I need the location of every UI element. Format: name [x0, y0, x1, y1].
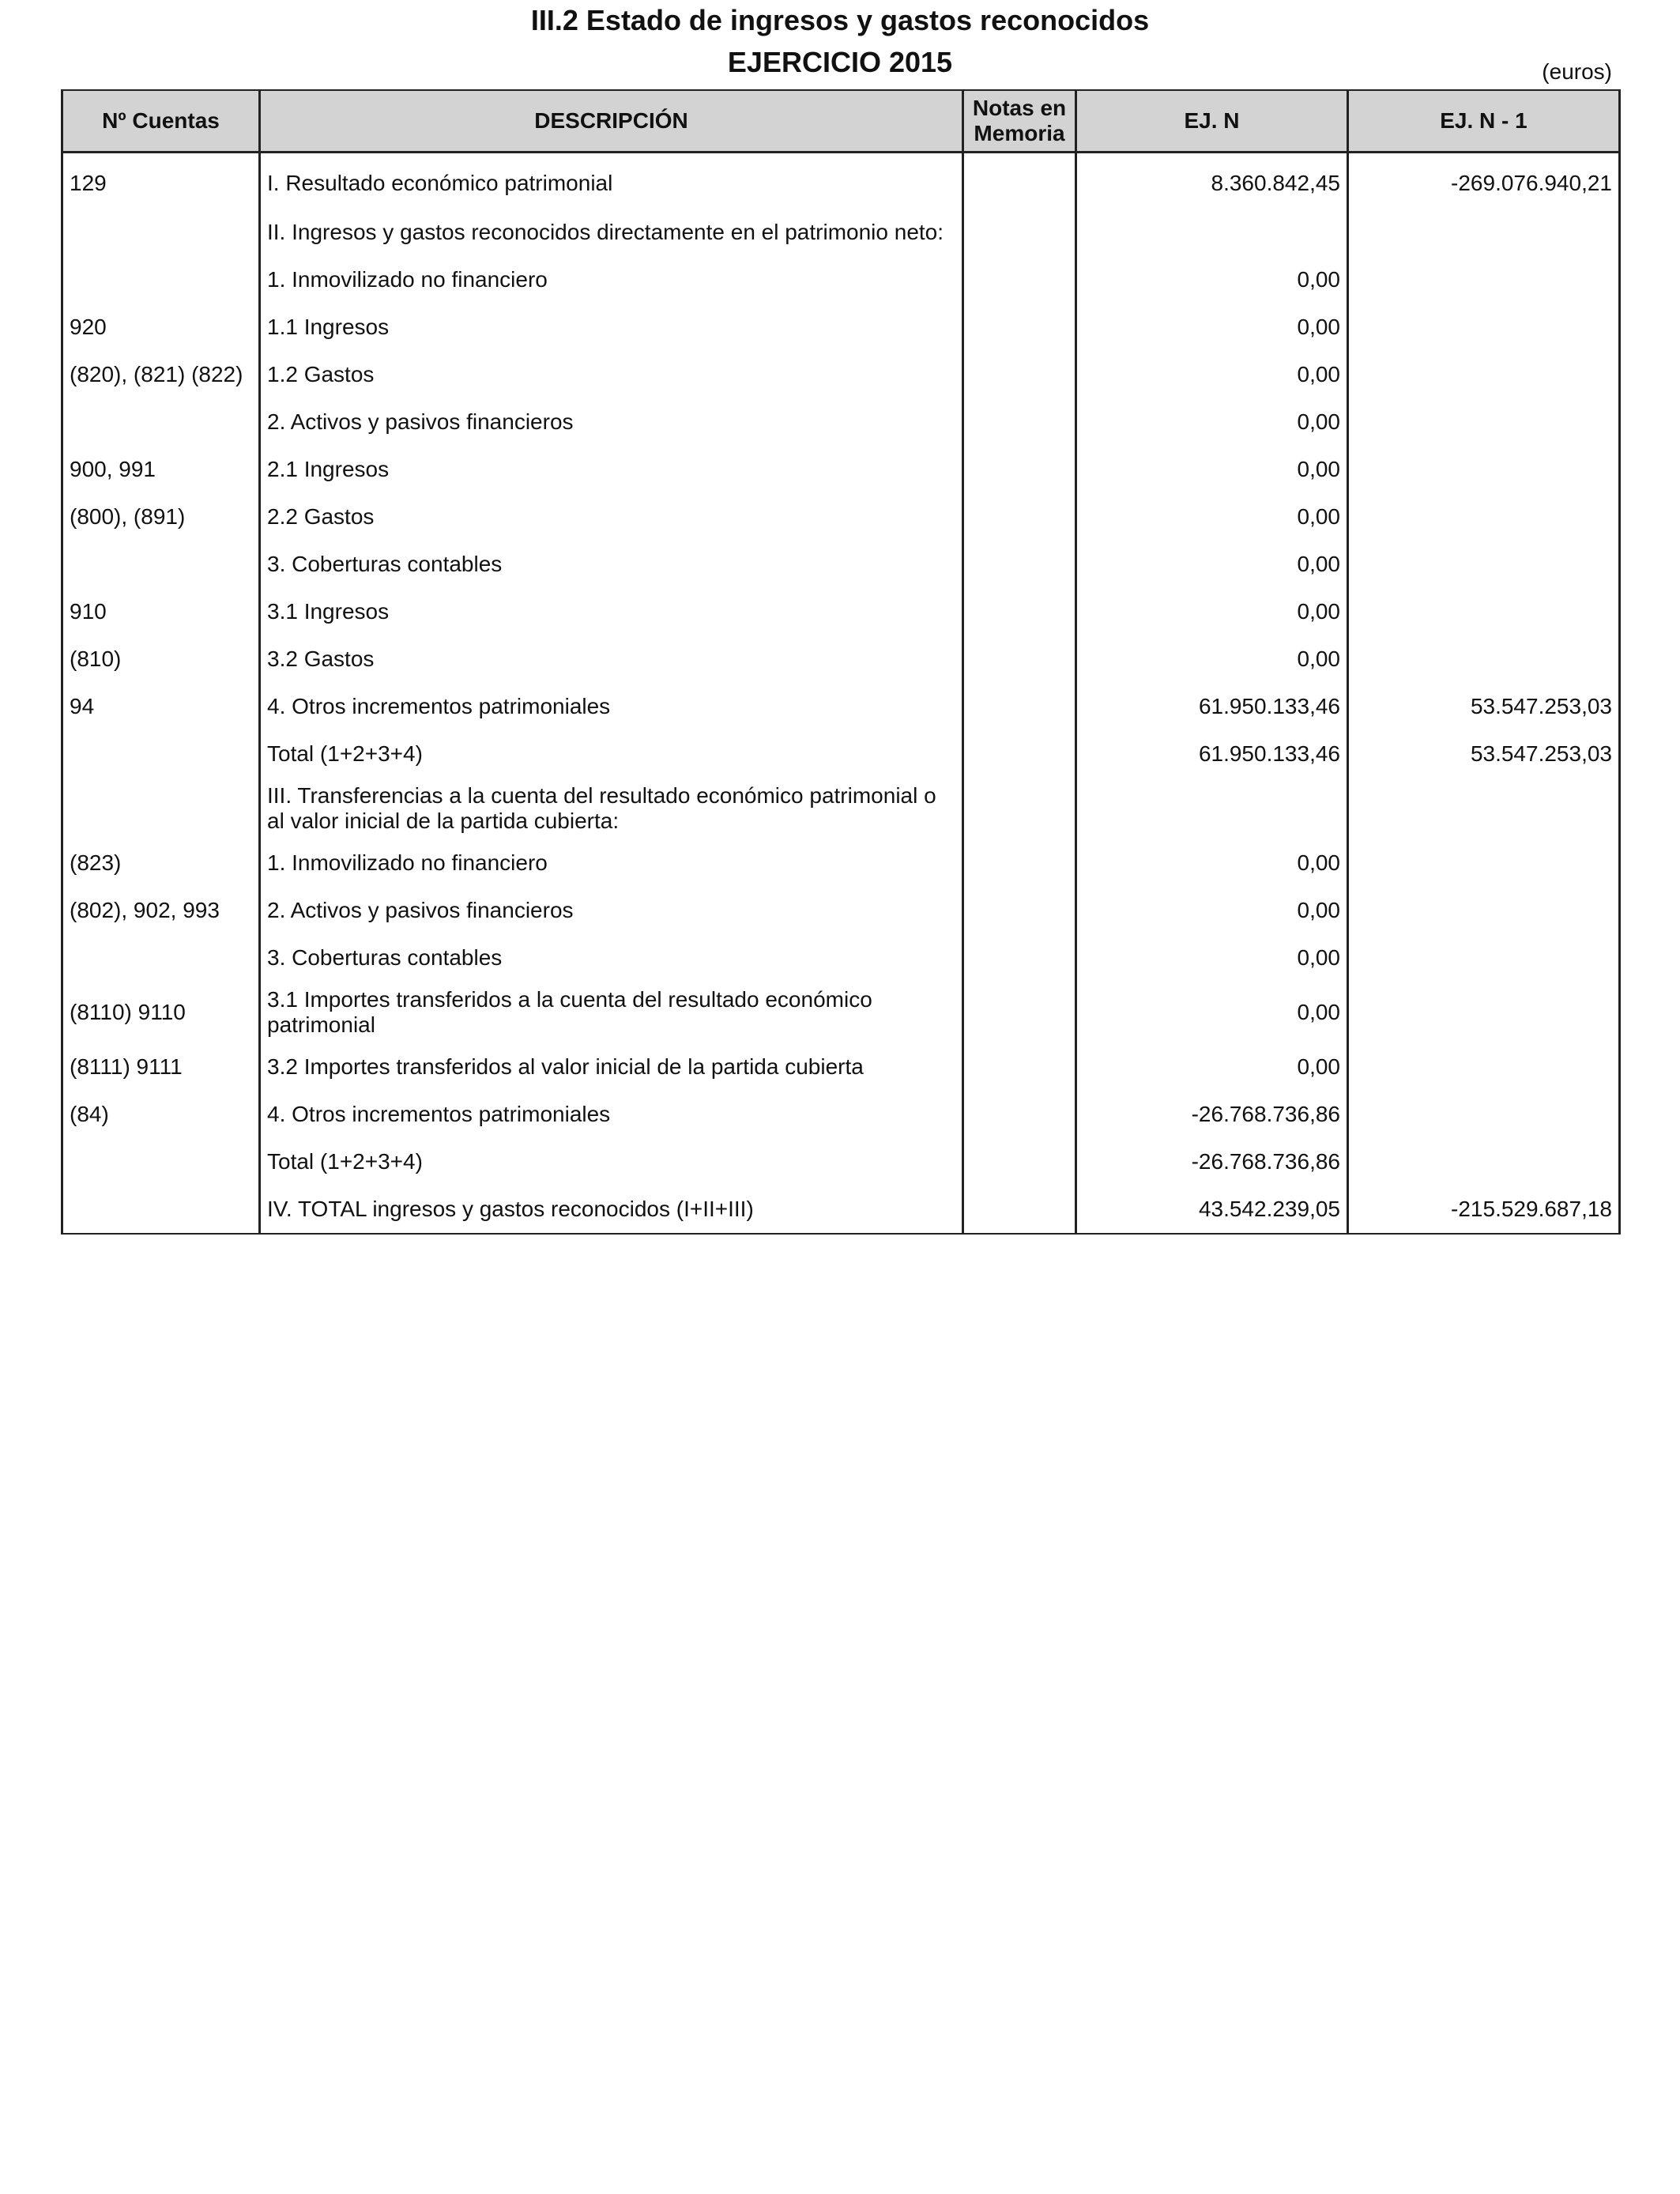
cell-ej-n-1	[1348, 541, 1620, 588]
cell-ej-n: 0,00	[1076, 303, 1348, 351]
cell-cuentas: 910	[62, 588, 260, 635]
cell-cuentas: (802), 902, 993	[62, 887, 260, 934]
cell-notas	[963, 256, 1076, 303]
cell-cuentas	[62, 730, 260, 778]
table-row	[62, 398, 1620, 446]
cell-cuentas	[62, 1186, 260, 1234]
cell-ej-n	[1076, 778, 1348, 839]
cell-descripcion: 1. Inmovilizado no financiero	[260, 256, 963, 303]
cell-notas	[963, 635, 1076, 683]
cell-ej-n-1	[1348, 256, 1620, 303]
cell-descripcion: 3.2 Gastos	[260, 635, 963, 683]
cell-notas	[963, 1043, 1076, 1091]
income-expense-statement-table	[61, 89, 1621, 1235]
cell-notas	[963, 588, 1076, 635]
cell-descripcion: 3.1 Ingresos	[260, 588, 963, 635]
cell-notas	[963, 1091, 1076, 1138]
cell-cuentas: (820), (821) (822)	[62, 351, 260, 398]
cell-ej-n-1	[1348, 635, 1620, 683]
table-row	[62, 635, 1620, 683]
cell-cuentas: 920	[62, 303, 260, 351]
cell-ej-n-1	[1348, 1091, 1620, 1138]
cell-ej-n-1	[1348, 839, 1620, 887]
cell-ej-n-1: 53.547.253,03	[1348, 730, 1620, 778]
cell-notas	[963, 778, 1076, 839]
cell-ej-n: 0,00	[1076, 256, 1348, 303]
table-row	[62, 1186, 1620, 1234]
cell-descripcion: 1.1 Ingresos	[260, 303, 963, 351]
cell-ej-n: 61.950.133,46	[1076, 683, 1348, 730]
cell-ej-n: 0,00	[1076, 588, 1348, 635]
cell-notas	[963, 493, 1076, 541]
table-row	[62, 153, 1620, 209]
cell-ej-n: 0,00	[1076, 635, 1348, 683]
cell-ej-n: 0,00	[1076, 982, 1348, 1043]
cell-ej-n: 0,00	[1076, 839, 1348, 887]
cell-descripcion: 1. Inmovilizado no financiero	[260, 839, 963, 887]
column-header-cuentas: Nº Cuentas	[62, 90, 260, 153]
column-header-ej-n: EJ. N	[1076, 90, 1348, 153]
cell-cuentas	[62, 1138, 260, 1186]
cell-cuentas: (800), (891)	[62, 493, 260, 541]
cell-descripcion: IV. TOTAL ingresos y gastos reconocidos (I+II+III)	[260, 1186, 963, 1234]
cell-ej-n: 0,00	[1076, 934, 1348, 982]
cell-ej-n-1	[1348, 588, 1620, 635]
column-header-descripcion: DESCRIPCIÓN	[260, 90, 963, 153]
cell-notas	[963, 683, 1076, 730]
cell-descripcion: Total (1+2+3+4)	[260, 1138, 963, 1186]
cell-ej-n-1	[1348, 351, 1620, 398]
page-title: III.2 Estado de ingresos y gastos reconocidos	[530, 4, 1150, 36]
cell-ej-n-1: 53.547.253,03	[1348, 683, 1620, 730]
cell-notas	[963, 446, 1076, 493]
cell-descripcion: 1.2 Gastos	[260, 351, 963, 398]
cell-descripcion: 3. Coberturas contables	[260, 541, 963, 588]
table-row	[62, 588, 1620, 635]
cell-ej-n-1	[1348, 1043, 1620, 1091]
cell-cuentas	[62, 778, 260, 839]
cell-cuentas: (810)	[62, 635, 260, 683]
cell-cuentas: (8110) 9110	[62, 982, 260, 1043]
currency-note: (euros)	[1542, 59, 1612, 84]
table-row	[62, 730, 1620, 778]
cell-ej-n: 0,00	[1076, 1043, 1348, 1091]
cell-ej-n-1	[1348, 982, 1620, 1043]
cell-ej-n-1: -269.076.940,21	[1348, 153, 1620, 209]
cell-notas	[963, 1138, 1076, 1186]
cell-ej-n-1	[1348, 887, 1620, 934]
cell-ej-n: 0,00	[1076, 541, 1348, 588]
table-row	[62, 256, 1620, 303]
cell-ej-n-1	[1348, 493, 1620, 541]
cell-descripcion: 4. Otros incrementos patrimoniales	[260, 683, 963, 730]
cell-cuentas	[62, 541, 260, 588]
cell-descripcion: Total (1+2+3+4)	[260, 730, 963, 778]
cell-ej-n: 0,00	[1076, 351, 1348, 398]
cell-ej-n-1	[1348, 934, 1620, 982]
cell-ej-n-1	[1348, 778, 1620, 839]
cell-descripcion: 2.2 Gastos	[260, 493, 963, 541]
cell-ej-n-1	[1348, 209, 1620, 256]
cell-descripcion: 2. Activos y pasivos financieros	[260, 887, 963, 934]
cell-ej-n-1	[1348, 1138, 1620, 1186]
cell-cuentas: 900, 991	[62, 446, 260, 493]
cell-cuentas	[62, 398, 260, 446]
table-row	[62, 1043, 1620, 1091]
cell-ej-n-1	[1348, 398, 1620, 446]
cell-ej-n-1	[1348, 446, 1620, 493]
table-row	[62, 446, 1620, 493]
cell-descripcion: 3.2 Importes transferidos al valor inicial de la partida cubierta	[260, 1043, 963, 1091]
table-row	[62, 493, 1620, 541]
table-row	[62, 209, 1620, 256]
table-row	[62, 839, 1620, 887]
cell-ej-n: 61.950.133,46	[1076, 730, 1348, 778]
table-row	[62, 683, 1620, 730]
cell-cuentas: (84)	[62, 1091, 260, 1138]
cell-ej-n-1	[1348, 303, 1620, 351]
cell-ej-n: 43.542.239,05	[1076, 1186, 1348, 1234]
cell-cuentas: (823)	[62, 839, 260, 887]
table-header-row	[62, 90, 1620, 153]
cell-notas	[963, 303, 1076, 351]
table-row	[62, 887, 1620, 934]
cell-descripcion: III. Transferencias a la cuenta del resultado económico patrimonial o al valor inicial de la partida cubierta:	[260, 778, 963, 839]
cell-cuentas	[62, 934, 260, 982]
table-row	[62, 303, 1620, 351]
cell-ej-n: 8.360.842,45	[1076, 153, 1348, 209]
cell-ej-n: -26.768.736,86	[1076, 1138, 1348, 1186]
cell-ej-n: 0,00	[1076, 887, 1348, 934]
cell-notas	[963, 934, 1076, 982]
cell-cuentas	[62, 209, 260, 256]
table-row	[62, 351, 1620, 398]
table-row	[62, 778, 1620, 839]
cell-notas	[963, 839, 1076, 887]
cell-descripcion: 2.1 Ingresos	[260, 446, 963, 493]
cell-notas	[963, 1186, 1076, 1234]
table-body	[62, 153, 1620, 1235]
cell-cuentas	[62, 256, 260, 303]
cell-cuentas: 129	[62, 153, 260, 209]
cell-cuentas: (8111) 9111	[62, 1043, 260, 1091]
cell-descripcion: 3.1 Importes transferidos a la cuenta del resultado económico patrimonial	[260, 982, 963, 1043]
cell-notas	[963, 541, 1076, 588]
cell-notas	[963, 209, 1076, 256]
cell-ej-n: 0,00	[1076, 398, 1348, 446]
cell-notas	[963, 351, 1076, 398]
cell-ej-n: 0,00	[1076, 446, 1348, 493]
cell-ej-n-1: -215.529.687,18	[1348, 1186, 1620, 1234]
cell-cuentas: 94	[62, 683, 260, 730]
cell-descripcion: 2. Activos y pasivos financieros	[260, 398, 963, 446]
cell-notas	[963, 730, 1076, 778]
column-header-notas: Notas en Memoria	[963, 90, 1076, 153]
table-row	[62, 982, 1620, 1043]
table-row	[62, 934, 1620, 982]
cell-ej-n	[1076, 209, 1348, 256]
cell-ej-n: -26.768.736,86	[1076, 1091, 1348, 1138]
cell-descripcion: 3. Coberturas contables	[260, 934, 963, 982]
table-row	[62, 1091, 1620, 1138]
cell-descripcion: I. Resultado económico patrimonial	[260, 153, 963, 209]
cell-ej-n: 0,00	[1076, 493, 1348, 541]
column-header-ej-n-1: EJ. N - 1	[1348, 90, 1620, 153]
cell-notas	[963, 398, 1076, 446]
table-row	[62, 1138, 1620, 1186]
cell-notas	[963, 887, 1076, 934]
cell-notas	[963, 982, 1076, 1043]
exercise-year-subtitle: EJERCICIO 2015	[727, 46, 953, 78]
table-row	[62, 541, 1620, 588]
cell-descripcion: 4. Otros incrementos patrimoniales	[260, 1091, 963, 1138]
cell-notas	[963, 153, 1076, 209]
cell-descripcion: II. Ingresos y gastos reconocidos directamente en el patrimonio neto:	[260, 209, 963, 256]
